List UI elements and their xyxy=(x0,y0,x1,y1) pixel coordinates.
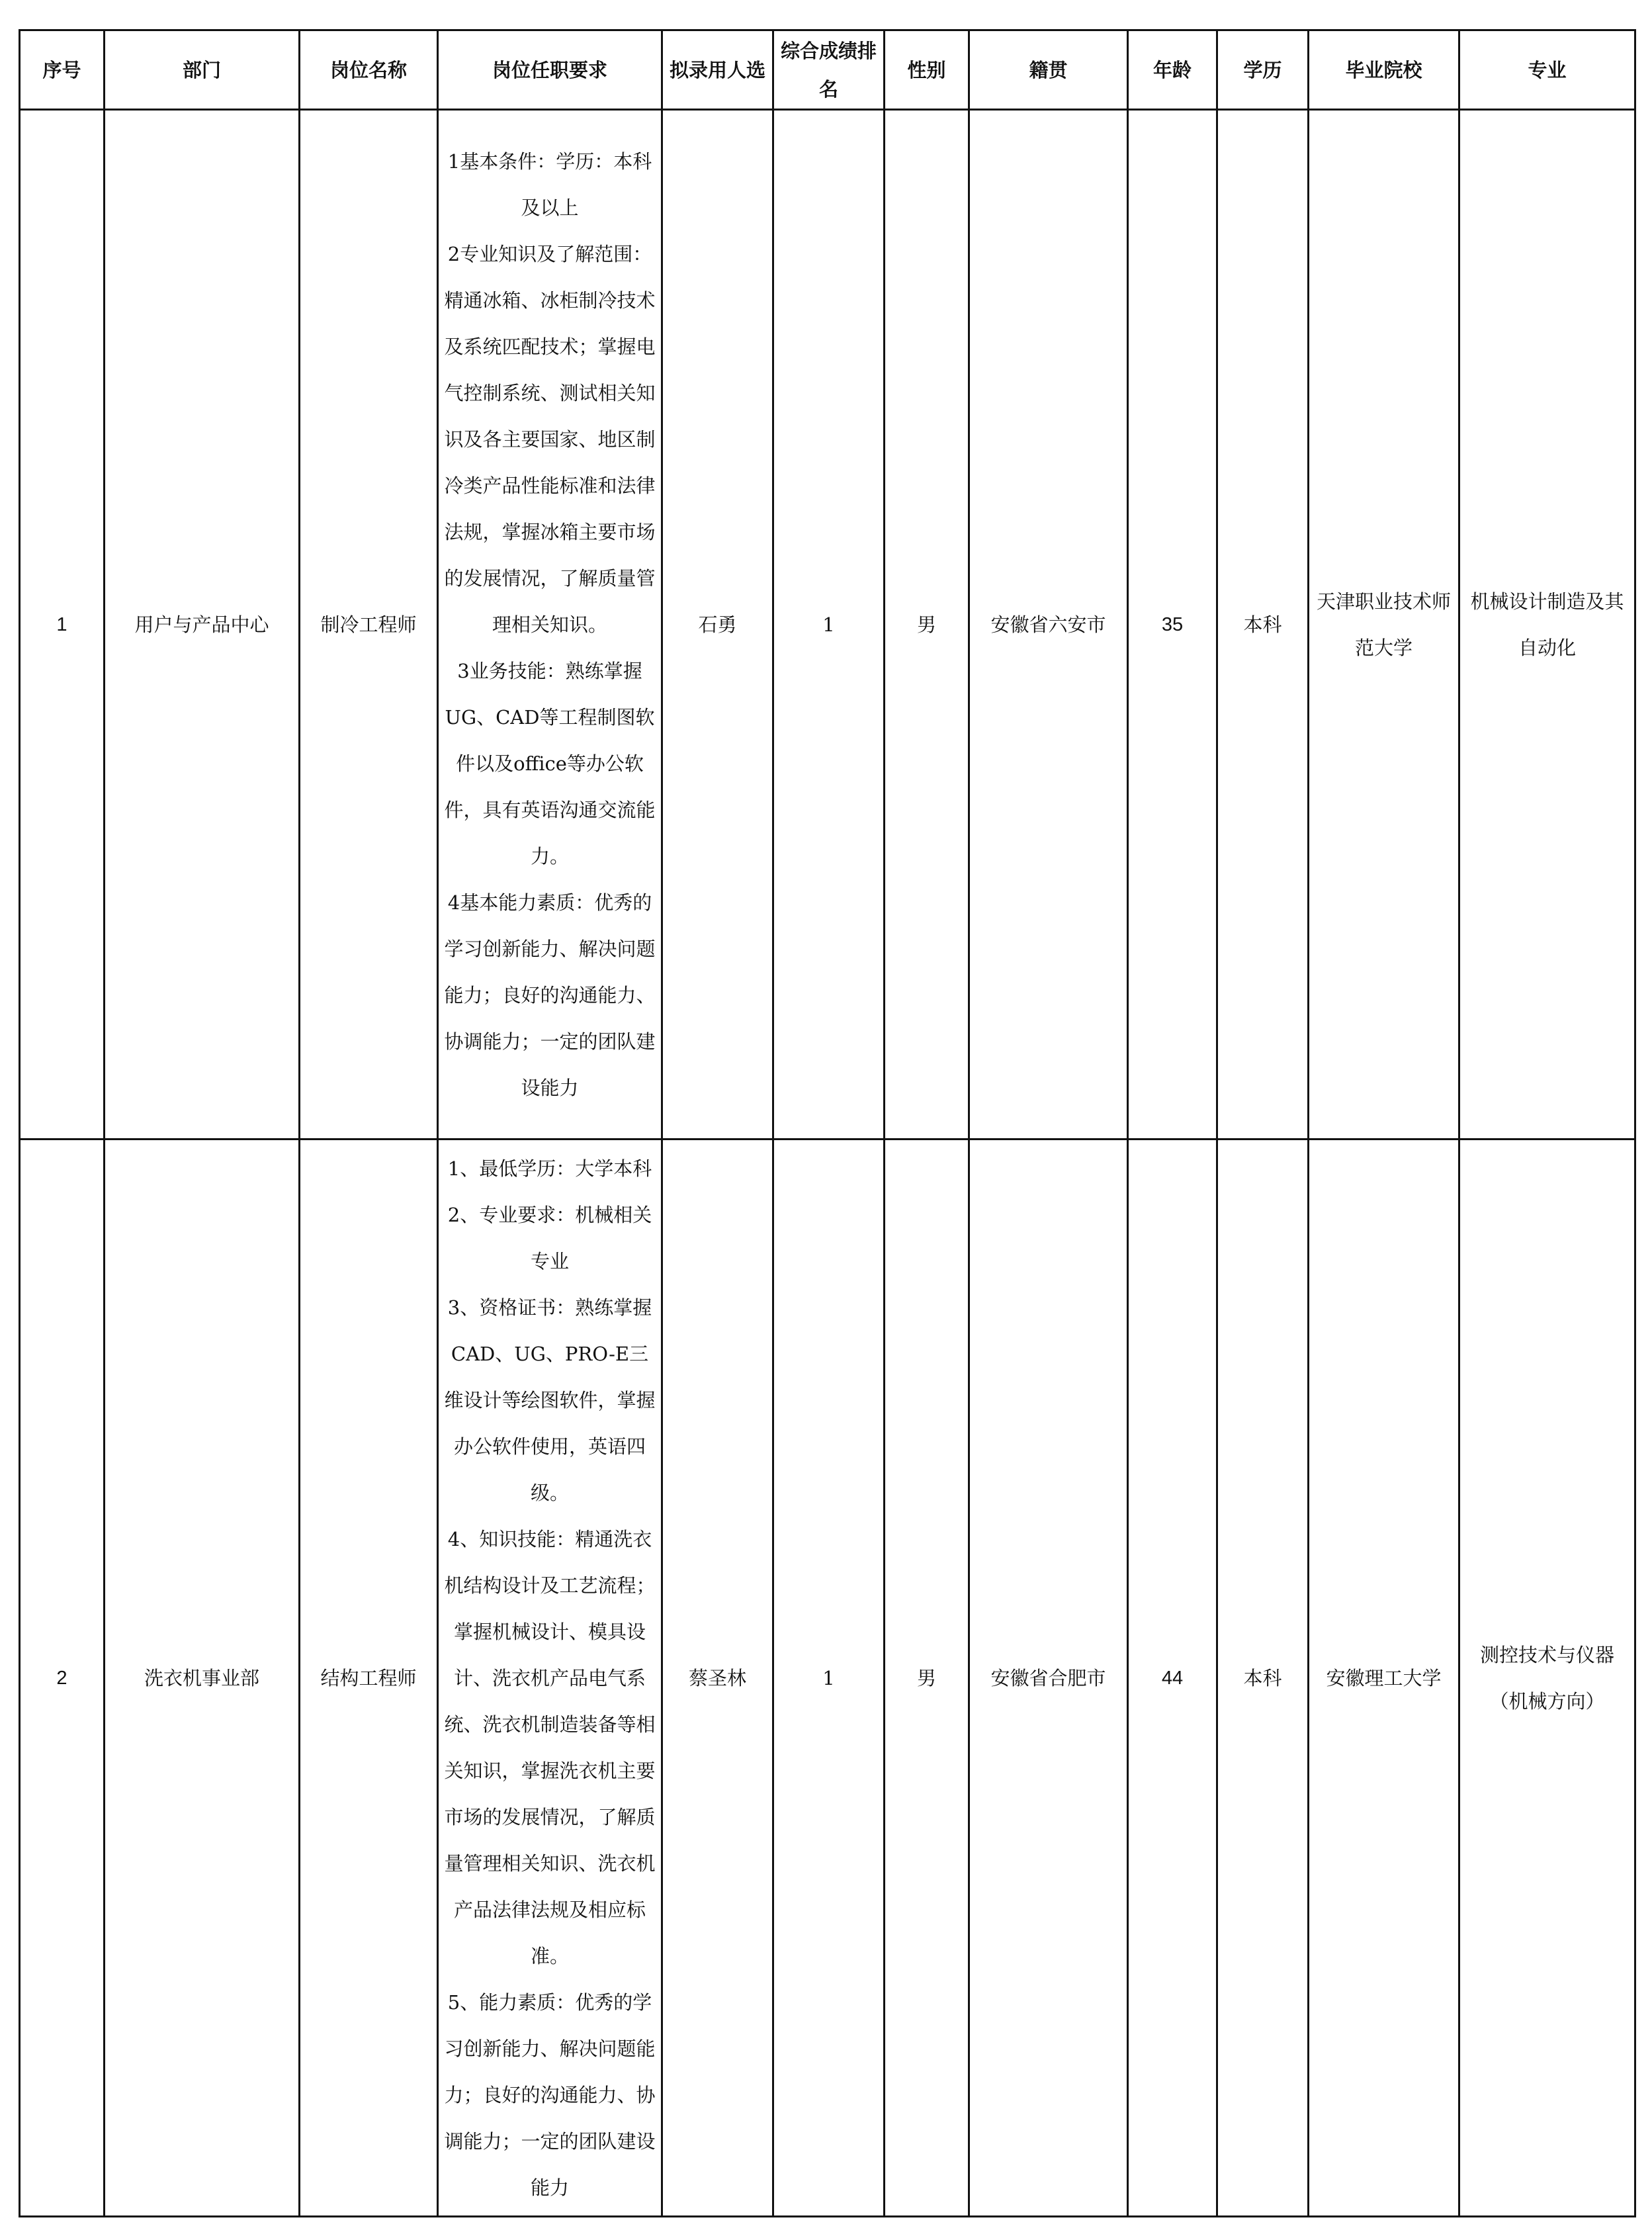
header-rank: 综合成绩排名 xyxy=(773,30,885,110)
requirement-item: 1基本条件：学历：本科及以上 xyxy=(447,150,652,219)
cell-index: 2 xyxy=(20,1140,105,2217)
header-major: 专业 xyxy=(1459,30,1635,110)
header-education: 学历 xyxy=(1217,30,1309,110)
hiring-announcement-sheet xyxy=(19,29,1636,2217)
cell-candidate: 蔡圣林 xyxy=(662,1140,773,2217)
cell-index: 1 xyxy=(20,110,105,1140)
cell-education: 本科 xyxy=(1217,110,1309,1140)
header-candidate: 拟录用人选 xyxy=(662,30,773,110)
header-index: 序号 xyxy=(20,30,105,110)
requirement-item: 1、最低学历：大学本科 xyxy=(447,1157,652,1180)
cell-rank: 1 xyxy=(773,110,885,1140)
requirement-item: 5、能力素质：优秀的学习创新能力、解决问题能力；良好的沟通能力、协调能力；一定的团队建设能力 xyxy=(444,1990,656,2199)
requirement-item: 2、专业要求：机械相关专业 xyxy=(447,1203,652,1273)
requirement-item: 2专业知识及了解范围：精通冰箱、冰柜制冷技术及系统匹配技术；掌握电气控制系统、测试相关知识及各主要国家、地区制冷类产品性能标准和法律法规，掌握冰箱主要市场的发展情况，了解质量管理相关知识。 xyxy=(444,242,656,636)
table-header-row xyxy=(20,30,1635,110)
candidate-table xyxy=(19,29,1636,2217)
requirement-item: 4、知识技能：精通洗衣机结构设计及工艺流程；掌握机械设计、模具设计、洗衣机产品电气系统、洗衣机制造装备等相关知识，掌握洗衣机主要市场的发展情况，了解质量管理相关知识、洗衣机产品法律法规及相应标准。 xyxy=(444,1527,656,1967)
header-age: 年龄 xyxy=(1128,30,1217,110)
cell-position: 结构工程师 xyxy=(300,1140,438,2217)
cell-school: 天津职业技术师范大学 xyxy=(1309,110,1459,1140)
cell-gender: 男 xyxy=(885,110,969,1140)
cell-age: 44 xyxy=(1128,1140,1217,2217)
cell-school: 安徽理工大学 xyxy=(1309,1140,1459,2217)
cell-gender: 男 xyxy=(885,1140,969,2217)
cell-hometown: 安徽省合肥市 xyxy=(969,1140,1128,2217)
cell-candidate: 石勇 xyxy=(662,110,773,1140)
cell-hometown: 安徽省六安市 xyxy=(969,110,1128,1140)
table-row xyxy=(20,110,1635,1140)
cell-education: 本科 xyxy=(1217,1140,1309,2217)
table-row xyxy=(20,1140,1635,2217)
header-requirements: 岗位任职要求 xyxy=(438,30,662,110)
cell-major: 测控技术与仪器（机械方向） xyxy=(1459,1140,1635,2217)
requirement-item: 4基本能力素质：优秀的学习创新能力、解决问题能力；良好的沟通能力、协调能力；一定的团队建设能力 xyxy=(444,891,656,1099)
cell-position: 制冷工程师 xyxy=(300,110,438,1140)
cell-requirements xyxy=(438,110,662,1140)
cell-rank: 1 xyxy=(773,1140,885,2217)
header-hometown: 籍贯 xyxy=(969,30,1128,110)
header-school: 毕业院校 xyxy=(1309,30,1459,110)
header-gender: 性别 xyxy=(885,30,969,110)
cell-age: 35 xyxy=(1128,110,1217,1140)
requirement-item: 3业务技能：熟练掌握UG、CAD等工程制图软件以及office等办公软件，具有英语沟通交流能力。 xyxy=(444,659,656,868)
cell-department: 洗衣机事业部 xyxy=(105,1140,300,2217)
header-department: 部门 xyxy=(105,30,300,110)
cell-requirements xyxy=(438,1140,662,2217)
header-position: 岗位名称 xyxy=(300,30,438,110)
cell-major: 机械设计制造及其自动化 xyxy=(1459,110,1635,1140)
cell-department: 用户与产品中心 xyxy=(105,110,300,1140)
requirement-item: 3、资格证书：熟练掌握CAD、UG、PRO-E三维设计等绘图软件，掌握办公软件使用，英语四级。 xyxy=(444,1296,656,1504)
